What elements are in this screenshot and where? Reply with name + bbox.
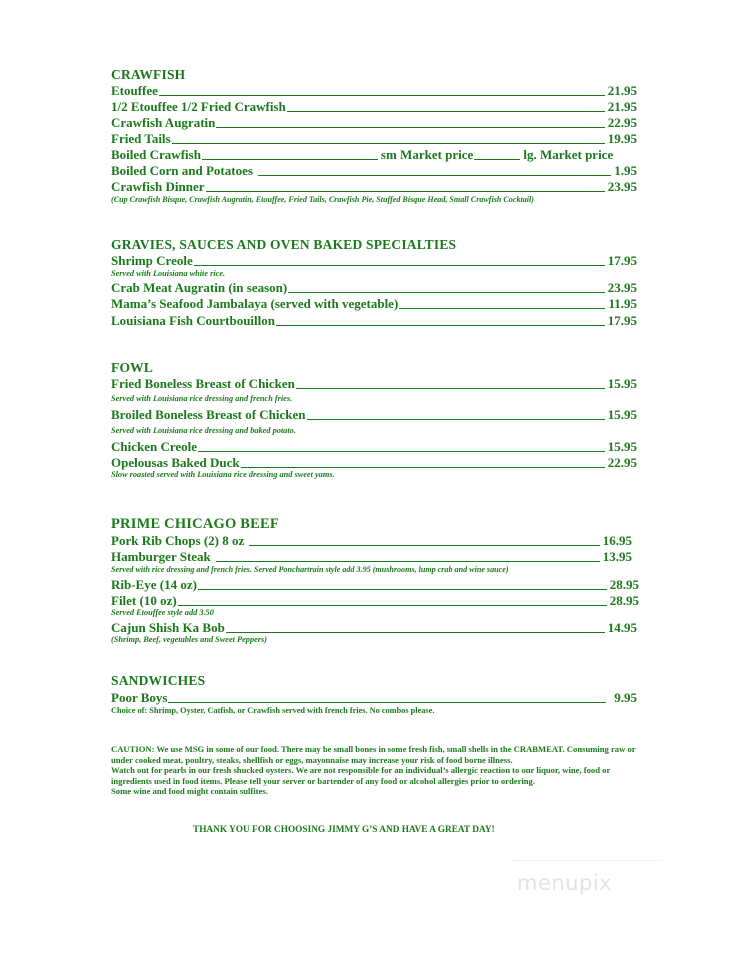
menu-item	[111, 114, 637, 130]
item-name: Poor Boys	[111, 690, 168, 705]
section-title-beef: PRIME CHICAGO BEEF	[111, 516, 279, 532]
item-note: Served with rice dressing and french fries. Served Ponchartrain style add 3.95 (mushrooms, lump crab and wine sauce)	[111, 565, 509, 574]
item-price: 28.95	[609, 593, 639, 608]
item-note: Served with Louisiana rice dressing and baked potato.	[111, 426, 296, 435]
item-price: 23.95	[607, 280, 637, 295]
caution-notice	[111, 744, 641, 797]
leader-line	[194, 265, 605, 266]
menu-item	[111, 252, 637, 268]
item-name: Louisiana Fish Courtbouillon	[111, 313, 275, 328]
item-price: 14.95	[607, 620, 637, 635]
item-price: 22.95	[607, 115, 637, 130]
leader-line	[159, 95, 605, 96]
menu-item	[111, 375, 637, 391]
leader-line	[206, 191, 605, 192]
item-price: 23.95	[607, 179, 637, 194]
item-name: Fried Tails	[111, 131, 171, 146]
item-note: (Cup Crawfish Bisque, Crawfish Augratin, Etouffee, Fried Tails, Crawfish Pie, Stuffed Bisque Head, Small Crawfish Cocktail)	[111, 195, 534, 204]
leader-line	[226, 632, 605, 633]
menu-item	[111, 576, 639, 592]
item-name: Rib-Eye (14 oz)	[111, 577, 197, 592]
item-name: Crawfish Dinner	[111, 179, 205, 194]
item-name: Fried Boneless Breast of Chicken	[111, 376, 295, 391]
menu-item	[111, 312, 637, 328]
item-name: Pork Rib Chops (2) 8 oz	[111, 533, 245, 548]
item-price: 22.95	[607, 455, 637, 470]
leader-line	[202, 159, 378, 160]
item-price: 15.95	[607, 376, 637, 391]
item-price: 21.95	[607, 83, 637, 98]
item-price: 15.95	[607, 439, 637, 454]
leader-line	[241, 467, 605, 468]
section-title-crawfish: CRAWFISH	[111, 67, 186, 82]
watermark-divider	[512, 860, 662, 862]
leader-line	[399, 308, 605, 309]
item-name: 1/2 Etouffee 1/2 Fried Crawfish	[111, 99, 286, 114]
item-name: Shrimp Creole	[111, 253, 193, 268]
item-name: Boiled Crawfish	[111, 147, 201, 162]
thank-you-message: THANK YOU FOR CHOOSING JIMMY G’S AND HAVE A GREAT DAY!	[193, 825, 495, 835]
item-price: 19.95	[607, 131, 637, 146]
leader-line	[258, 175, 611, 176]
menu-item	[111, 689, 637, 705]
menu-item	[111, 454, 637, 470]
leader-line	[276, 325, 605, 326]
item-price: 11.95	[608, 296, 637, 311]
item-note: Slow roasted served with Louisiana rice dressing and sweet yams.	[111, 470, 335, 479]
item-name: Crawfish Augratin	[111, 115, 216, 130]
sulfites-text: Some wine and food might contain sulfites.	[111, 786, 268, 796]
item-price: 1.95	[614, 163, 637, 178]
leader-line	[168, 702, 606, 703]
leader-line	[287, 111, 605, 112]
item-price: 15.95	[607, 407, 637, 422]
item-price: 9.95	[614, 690, 637, 705]
leader-line	[307, 419, 605, 420]
menu-item	[111, 438, 637, 454]
item-note: Served with Louisiana white rice.	[111, 269, 226, 278]
section-title-fowl: FOWL	[111, 360, 154, 375]
menu-item	[111, 82, 637, 98]
leader-line	[216, 127, 604, 128]
item-price: 16.95	[602, 533, 632, 548]
item-name: Crab Meat Augratin (in season)	[111, 280, 288, 295]
item-name: Chicken Creole	[111, 439, 198, 454]
item-name: Hamburger Steak	[111, 549, 211, 564]
leader-line	[216, 561, 600, 562]
leader-line	[198, 589, 607, 590]
item-price: 28.95	[609, 577, 639, 592]
leader-line	[172, 143, 605, 144]
menu-item	[111, 130, 637, 146]
item-name: Filet (10 oz)	[111, 593, 177, 608]
item-note: Served Etouffee style add 3.50	[111, 608, 214, 617]
menu-item	[111, 406, 637, 422]
menu-item	[111, 548, 632, 564]
menu-item	[111, 178, 637, 194]
item-price-small: sm Market price	[380, 147, 474, 162]
item-name: Etouffee	[111, 83, 158, 98]
leader-line	[249, 545, 599, 546]
leader-line	[474, 159, 520, 160]
item-name: Mama’s Seafood Jambalaya (served with vegetable)	[111, 296, 399, 311]
caution-text: CAUTION: We use MSG in some of our food. There may be small bones in some fresh fish, small shells in the CRABMEAT. Consuming raw or under cooked meat, poultry, steaks, shellfish or eggs, mayonnaise may increase your risk of food borne illness.	[111, 744, 636, 765]
leader-line	[288, 292, 605, 293]
leader-line	[296, 388, 605, 389]
leader-line	[198, 451, 605, 452]
item-price: 13.95	[602, 549, 632, 564]
item-price-large: lg. Market price	[523, 147, 614, 162]
leader-line	[178, 605, 607, 606]
item-name: Broiled Boneless Breast of Chicken	[111, 407, 306, 422]
menu-item	[111, 532, 632, 548]
menupix-watermark: menupix	[517, 871, 613, 895]
allergy-text: Watch out for pearls in our fresh shucked oysters. We are not responsible for an individual’s allergic reaction to our liquor, wine, food or ingredients used in food items. Please tell your server or bartender of any food or alcohol allergies prior to ordering.	[111, 765, 611, 786]
section-title-sandwiches: SANDWICHES	[111, 673, 206, 688]
menu-item	[111, 279, 637, 295]
item-price: 17.95	[607, 313, 637, 328]
item-price: 21.95	[607, 99, 637, 114]
menu-item	[111, 619, 637, 635]
item-note: Served with Louisiana rice dressing and french fries.	[111, 394, 293, 403]
item-name: Opelousas Baked Duck	[111, 455, 240, 470]
item-note: Choice of: Shrimp, Oyster, Catfish, or Crawfish served with french fries. No combos please.	[111, 706, 435, 715]
item-name: Boiled Corn and Potatoes	[111, 163, 253, 178]
item-name: Cajun Shish Ka Bob	[111, 620, 225, 635]
menu-item	[111, 98, 637, 114]
menu-item	[111, 295, 637, 311]
section-title-gravies: GRAVIES, SAUCES AND OVEN BAKED SPECIALTIES	[111, 237, 457, 252]
item-note: (Shrimp, Beef, vegetables and Sweet Peppers)	[111, 635, 268, 644]
menu-item	[111, 162, 637, 178]
menu-item	[111, 592, 639, 608]
item-price: 17.95	[607, 253, 637, 268]
menu-item	[111, 146, 629, 162]
